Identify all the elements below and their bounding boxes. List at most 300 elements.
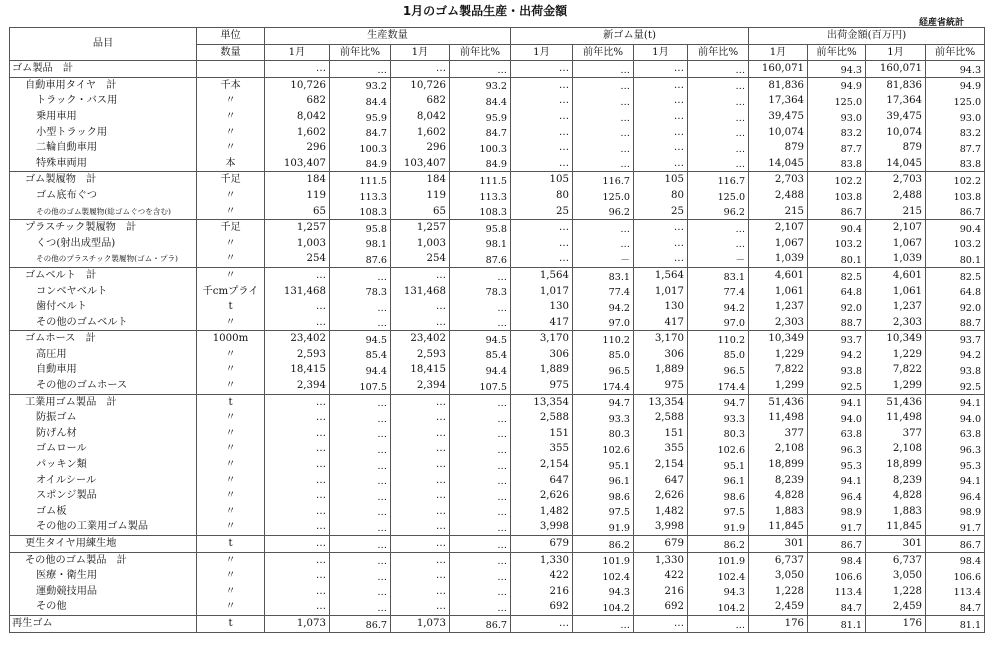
yoy-percent-cell: 96.1 xyxy=(573,473,634,489)
yoy-percent-cell: 94.4 xyxy=(450,362,511,378)
row-item-name: 自動車用 xyxy=(10,362,197,378)
row-unit: 〃 xyxy=(197,251,265,267)
yoy-percent-cell: 80.1 xyxy=(926,251,985,267)
value-cell: 2,107 xyxy=(866,220,926,236)
value-cell: 647 xyxy=(634,473,688,489)
yoy-percent-cell: … xyxy=(330,519,391,535)
value-cell: 2,394 xyxy=(265,378,330,394)
yoy-percent-cell: 116.7 xyxy=(688,172,749,188)
yoy-percent-cell: 86.2 xyxy=(688,536,749,553)
value-cell: 14,045 xyxy=(749,156,808,172)
yoy-percent-cell: … xyxy=(330,599,391,615)
yoy-percent-cell: 91.7 xyxy=(808,519,866,535)
table-row xyxy=(10,536,985,553)
yoy-percent-cell: 110.2 xyxy=(573,331,634,347)
value-cell: 2,626 xyxy=(634,488,688,504)
yoy-percent-cell: 81.1 xyxy=(808,615,866,632)
table-row xyxy=(10,473,985,489)
value-cell: … xyxy=(391,457,450,473)
row-item-name: その他のプラスチック製履物(ゴム・プラ) xyxy=(10,251,197,267)
value-cell: … xyxy=(265,584,330,600)
value-cell: … xyxy=(265,473,330,489)
yoy-percent-cell: … xyxy=(573,615,634,632)
value-cell: 1,889 xyxy=(511,362,573,378)
value-cell: 2,626 xyxy=(511,488,573,504)
header-month: 1月 xyxy=(391,44,450,61)
value-cell: 692 xyxy=(634,599,688,615)
yoy-percent-cell: … xyxy=(688,140,749,156)
row-item-name: その他のゴム製履物(総ゴムぐつを含む) xyxy=(10,204,197,220)
row-unit: 本 xyxy=(197,156,265,172)
yoy-percent-cell: 88.7 xyxy=(808,315,866,331)
yoy-percent-cell: 92.0 xyxy=(926,299,985,315)
row-unit: t xyxy=(197,394,265,410)
value-cell: … xyxy=(511,220,573,236)
yoy-percent-cell: … xyxy=(450,568,511,584)
yoy-percent-cell: … xyxy=(330,267,391,283)
header-yoy: 前年比% xyxy=(330,44,391,61)
yoy-percent-cell: 108.3 xyxy=(450,204,511,220)
yoy-percent-cell: 94.1 xyxy=(926,473,985,489)
yoy-percent-cell: 125.0 xyxy=(573,188,634,204)
value-cell: 18,899 xyxy=(749,457,808,473)
yoy-percent-cell: 97.0 xyxy=(688,315,749,331)
yoy-percent-cell: 106.6 xyxy=(808,568,866,584)
yoy-percent-cell: … xyxy=(573,125,634,141)
yoy-percent-cell: … xyxy=(573,220,634,236)
table-row xyxy=(10,615,985,632)
row-item-name: 運動競技用品 xyxy=(10,584,197,600)
value-cell: 692 xyxy=(511,599,573,615)
value-cell: 6,737 xyxy=(749,552,808,568)
value-cell: … xyxy=(391,410,450,426)
value-cell: … xyxy=(391,299,450,315)
value-cell: 11,498 xyxy=(749,410,808,426)
value-cell: 1,229 xyxy=(749,347,808,363)
yoy-percent-cell: 96.2 xyxy=(688,204,749,220)
row-unit: 〃 xyxy=(197,441,265,457)
value-cell: 3,998 xyxy=(511,519,573,535)
yoy-percent-cell: 108.3 xyxy=(330,204,391,220)
yoy-percent-cell: 95.1 xyxy=(573,457,634,473)
row-unit: 千本 xyxy=(197,77,265,93)
value-cell: 105 xyxy=(511,172,573,188)
yoy-percent-cell: 93.7 xyxy=(808,331,866,347)
yoy-percent-cell: … xyxy=(330,504,391,520)
header-rubber-use: 新ゴム量(t) xyxy=(511,28,749,45)
value-cell: 17,364 xyxy=(749,93,808,109)
value-cell: … xyxy=(391,568,450,584)
yoy-percent-cell: 84.7 xyxy=(808,599,866,615)
value-cell: 1,073 xyxy=(391,615,450,632)
yoy-percent-cell: 116.7 xyxy=(573,172,634,188)
yoy-percent-cell: 97.0 xyxy=(573,315,634,331)
yoy-percent-cell: … xyxy=(573,93,634,109)
yoy-percent-cell: … xyxy=(450,599,511,615)
value-cell: 103,407 xyxy=(391,156,450,172)
yoy-percent-cell: 94.5 xyxy=(330,331,391,347)
yoy-percent-cell: 81.1 xyxy=(926,615,985,632)
value-cell: … xyxy=(265,299,330,315)
yoy-percent-cell: … xyxy=(450,473,511,489)
yoy-percent-cell: 92.5 xyxy=(926,378,985,394)
value-cell: … xyxy=(265,61,330,78)
yoy-percent-cell: … xyxy=(450,552,511,568)
yoy-percent-cell: 96.1 xyxy=(688,473,749,489)
value-cell: 2,593 xyxy=(391,347,450,363)
yoy-percent-cell: 84.7 xyxy=(330,125,391,141)
row-item-name: ゴム板 xyxy=(10,504,197,520)
yoy-percent-cell: 83.1 xyxy=(688,267,749,283)
value-cell: 4,828 xyxy=(866,488,926,504)
yoy-percent-cell: 64.8 xyxy=(808,284,866,300)
row-unit: 〃 xyxy=(197,552,265,568)
yoy-percent-cell: 97.5 xyxy=(573,504,634,520)
yoy-percent-cell: 94.1 xyxy=(808,473,866,489)
yoy-percent-cell: 102.4 xyxy=(573,568,634,584)
header-shipment: 出荷金額(百万円) xyxy=(749,28,985,45)
yoy-percent-cell: 94.7 xyxy=(688,394,749,410)
row-unit: 〃 xyxy=(197,236,265,252)
yoy-percent-cell: … xyxy=(573,140,634,156)
row-unit: 〃 xyxy=(197,426,265,442)
yoy-percent-cell: 94.3 xyxy=(926,61,985,78)
yoy-percent-cell: 98.6 xyxy=(573,488,634,504)
value-cell: 18,415 xyxy=(391,362,450,378)
yoy-percent-cell: 95.3 xyxy=(926,457,985,473)
yoy-percent-cell: 174.4 xyxy=(573,378,634,394)
value-cell: 647 xyxy=(511,473,573,489)
yoy-percent-cell: 96.4 xyxy=(926,488,985,504)
value-cell: 8,042 xyxy=(265,109,330,125)
value-cell: 1,889 xyxy=(634,362,688,378)
row-item-name: 特殊車両用 xyxy=(10,156,197,172)
value-cell: 2,154 xyxy=(511,457,573,473)
value-cell: 10,726 xyxy=(265,77,330,93)
yoy-percent-cell: 104.2 xyxy=(573,599,634,615)
table-row xyxy=(10,378,985,394)
yoy-percent-cell: 93.0 xyxy=(926,109,985,125)
value-cell: 1,883 xyxy=(866,504,926,520)
table-row xyxy=(10,394,985,410)
yoy-percent-cell: 101.9 xyxy=(573,552,634,568)
yoy-percent-cell: … xyxy=(688,220,749,236)
yoy-percent-cell: 86.7 xyxy=(450,615,511,632)
yoy-percent-cell: 85.4 xyxy=(330,347,391,363)
yoy-percent-cell: 64.8 xyxy=(926,284,985,300)
yoy-percent-cell: … xyxy=(450,61,511,78)
yoy-percent-cell: 63.8 xyxy=(808,426,866,442)
row-item-name: その他の工業用ゴム製品 xyxy=(10,519,197,535)
value-cell: 51,436 xyxy=(866,394,926,410)
yoy-percent-cell: 86.7 xyxy=(808,204,866,220)
yoy-percent-cell: … xyxy=(330,536,391,553)
value-cell: 176 xyxy=(749,615,808,632)
value-cell: … xyxy=(265,426,330,442)
row-item-name: ゴムベルト 計 xyxy=(10,267,197,283)
value-cell: 10,349 xyxy=(866,331,926,347)
yoy-percent-cell: 94.2 xyxy=(573,299,634,315)
yoy-percent-cell: 96.5 xyxy=(573,362,634,378)
yoy-percent-cell: 96.2 xyxy=(573,204,634,220)
header-production: 生産数量 xyxy=(265,28,511,45)
value-cell: 7,822 xyxy=(866,362,926,378)
yoy-percent-cell: … xyxy=(573,61,634,78)
value-cell: … xyxy=(511,251,573,267)
value-cell: 2,459 xyxy=(749,599,808,615)
value-cell: 7,822 xyxy=(749,362,808,378)
value-cell: … xyxy=(391,426,450,442)
row-unit: 〃 xyxy=(197,410,265,426)
value-cell: … xyxy=(391,599,450,615)
yoy-percent-cell: 102.4 xyxy=(688,568,749,584)
yoy-percent-cell: 86.2 xyxy=(573,536,634,553)
yoy-percent-cell: 92.0 xyxy=(808,299,866,315)
yoy-percent-cell: … xyxy=(330,410,391,426)
value-cell: 2,303 xyxy=(866,315,926,331)
value-cell: 1,482 xyxy=(634,504,688,520)
value-cell: 2,703 xyxy=(749,172,808,188)
header-yoy: 前年比% xyxy=(688,44,749,61)
value-cell: 216 xyxy=(634,584,688,600)
row-unit: 〃 xyxy=(197,204,265,220)
table-row xyxy=(10,519,985,535)
value-cell: 176 xyxy=(866,615,926,632)
value-cell: 3,170 xyxy=(511,331,573,347)
yoy-percent-cell: 80.3 xyxy=(688,426,749,442)
value-cell: 1,257 xyxy=(265,220,330,236)
yoy-percent-cell: 107.5 xyxy=(330,378,391,394)
value-cell: 1,073 xyxy=(265,615,330,632)
value-cell: 296 xyxy=(265,140,330,156)
row-unit: 〃 xyxy=(197,378,265,394)
yoy-percent-cell: … xyxy=(330,473,391,489)
value-cell: 2,303 xyxy=(749,315,808,331)
yoy-percent-cell: … xyxy=(450,394,511,410)
yoy-percent-cell: 103.2 xyxy=(926,236,985,252)
yoy-percent-cell: 100.3 xyxy=(450,140,511,156)
value-cell: 2,459 xyxy=(866,599,926,615)
value-cell: 14,045 xyxy=(866,156,926,172)
value-cell: 160,071 xyxy=(749,61,808,78)
table-row xyxy=(10,331,985,347)
value-cell: … xyxy=(265,599,330,615)
row-unit: 〃 xyxy=(197,519,265,535)
rubber-products-table xyxy=(9,27,985,633)
yoy-percent-cell: 102.2 xyxy=(926,172,985,188)
table-row xyxy=(10,568,985,584)
value-cell: 215 xyxy=(866,204,926,220)
yoy-percent-cell: 85.0 xyxy=(573,347,634,363)
value-cell: 879 xyxy=(866,140,926,156)
row-unit: 〃 xyxy=(197,315,265,331)
yoy-percent-cell: 93.2 xyxy=(330,77,391,93)
value-cell: 306 xyxy=(634,347,688,363)
value-cell: 422 xyxy=(511,568,573,584)
table-row xyxy=(10,410,985,426)
value-cell: 184 xyxy=(265,172,330,188)
yoy-percent-cell: 94.0 xyxy=(926,410,985,426)
value-cell: 2,488 xyxy=(866,188,926,204)
value-cell: 39,475 xyxy=(866,109,926,125)
yoy-percent-cell: 83.2 xyxy=(808,125,866,141)
yoy-percent-cell: 97.5 xyxy=(688,504,749,520)
header-item: 品目 xyxy=(10,28,197,61)
value-cell: … xyxy=(511,615,573,632)
yoy-percent-cell: 86.7 xyxy=(808,536,866,553)
value-cell: 18,415 xyxy=(265,362,330,378)
yoy-percent-cell: 98.6 xyxy=(688,488,749,504)
yoy-percent-cell: 94.2 xyxy=(808,347,866,363)
yoy-percent-cell: 78.3 xyxy=(330,284,391,300)
yoy-percent-cell: … xyxy=(330,552,391,568)
value-cell: 215 xyxy=(749,204,808,220)
yoy-percent-cell: … xyxy=(688,61,749,78)
value-cell: … xyxy=(511,93,573,109)
value-cell: … xyxy=(634,156,688,172)
value-cell: 10,074 xyxy=(866,125,926,141)
header-month: 1月 xyxy=(749,44,808,61)
value-cell: 1,003 xyxy=(391,236,450,252)
value-cell: 80 xyxy=(511,188,573,204)
table-row xyxy=(10,599,985,615)
row-unit: 〃 xyxy=(197,504,265,520)
value-cell: 422 xyxy=(634,568,688,584)
value-cell: 6,737 xyxy=(866,552,926,568)
yoy-percent-cell: 100.3 xyxy=(330,140,391,156)
table-row xyxy=(10,251,985,267)
table-row xyxy=(10,156,985,172)
value-cell: … xyxy=(391,519,450,535)
value-cell: 2,108 xyxy=(866,441,926,457)
value-cell: 130 xyxy=(511,299,573,315)
table-row xyxy=(10,362,985,378)
value-cell: 25 xyxy=(511,204,573,220)
row-item-name: 小型トラック用 xyxy=(10,125,197,141)
value-cell: 1,039 xyxy=(749,251,808,267)
yoy-percent-cell: … xyxy=(573,156,634,172)
table-row xyxy=(10,584,985,600)
yoy-percent-cell: 113.3 xyxy=(450,188,511,204)
value-cell: 10,726 xyxy=(391,77,450,93)
table-row xyxy=(10,220,985,236)
yoy-percent-cell: 94.0 xyxy=(808,410,866,426)
header-month: 1月 xyxy=(265,44,330,61)
value-cell: 65 xyxy=(265,204,330,220)
value-cell: 25 xyxy=(634,204,688,220)
value-cell: 131,468 xyxy=(391,284,450,300)
value-cell: … xyxy=(265,536,330,553)
yoy-percent-cell: 111.5 xyxy=(450,172,511,188)
value-cell: 1,330 xyxy=(634,552,688,568)
value-cell: … xyxy=(265,568,330,584)
value-cell: 119 xyxy=(265,188,330,204)
yoy-percent-cell: 63.8 xyxy=(926,426,985,442)
yoy-percent-cell: 93.8 xyxy=(808,362,866,378)
value-cell: 1,237 xyxy=(866,299,926,315)
yoy-percent-cell: 84.4 xyxy=(330,93,391,109)
value-cell: … xyxy=(634,615,688,632)
value-cell: 417 xyxy=(634,315,688,331)
value-cell: … xyxy=(391,552,450,568)
value-cell: 1,228 xyxy=(866,584,926,600)
yoy-percent-cell: － xyxy=(688,251,749,267)
value-cell: … xyxy=(391,504,450,520)
table-row xyxy=(10,109,985,125)
value-cell: 130 xyxy=(634,299,688,315)
value-cell: 13,354 xyxy=(634,394,688,410)
yoy-percent-cell: … xyxy=(330,426,391,442)
table-row xyxy=(10,93,985,109)
table-row xyxy=(10,457,985,473)
row-item-name: ゴムホース 計 xyxy=(10,331,197,347)
yoy-percent-cell: 91.9 xyxy=(573,519,634,535)
yoy-percent-cell: … xyxy=(688,615,749,632)
value-cell: 1,602 xyxy=(391,125,450,141)
yoy-percent-cell: 113.4 xyxy=(926,584,985,600)
yoy-percent-cell: 104.2 xyxy=(688,599,749,615)
row-item-name: 防げん材 xyxy=(10,426,197,442)
yoy-percent-cell: … xyxy=(450,488,511,504)
yoy-percent-cell: … xyxy=(450,441,511,457)
value-cell: 11,498 xyxy=(866,410,926,426)
value-cell: 17,364 xyxy=(866,93,926,109)
row-item-name: パッキン類 xyxy=(10,457,197,473)
row-item-name: 乗用車用 xyxy=(10,109,197,125)
yoy-percent-cell: 84.4 xyxy=(450,93,511,109)
yoy-percent-cell: 95.9 xyxy=(330,109,391,125)
yoy-percent-cell: 84.7 xyxy=(450,125,511,141)
value-cell: … xyxy=(634,251,688,267)
header-month: 1月 xyxy=(866,44,926,61)
value-cell: 682 xyxy=(391,93,450,109)
row-unit: 〃 xyxy=(197,584,265,600)
value-cell: 4,828 xyxy=(749,488,808,504)
yoy-percent-cell: … xyxy=(450,426,511,442)
value-cell: 301 xyxy=(866,536,926,553)
value-cell: … xyxy=(265,552,330,568)
row-item-name: その他のゴムベルト xyxy=(10,315,197,331)
row-unit: 〃 xyxy=(197,93,265,109)
yoy-percent-cell: … xyxy=(450,457,511,473)
yoy-percent-cell: 90.4 xyxy=(808,220,866,236)
value-cell: 975 xyxy=(511,378,573,394)
table-row xyxy=(10,284,985,300)
table-row xyxy=(10,552,985,568)
yoy-percent-cell: 93.0 xyxy=(808,109,866,125)
table-row xyxy=(10,188,985,204)
row-unit: 〃 xyxy=(197,125,265,141)
header-month: 1月 xyxy=(511,44,573,61)
yoy-percent-cell: 103.8 xyxy=(808,188,866,204)
value-cell: 2,588 xyxy=(634,410,688,426)
table-body xyxy=(10,61,985,632)
row-item-name: スポンジ製品 xyxy=(10,488,197,504)
table-row xyxy=(10,140,985,156)
value-cell: … xyxy=(391,473,450,489)
value-cell: 10,074 xyxy=(749,125,808,141)
value-cell: … xyxy=(391,584,450,600)
row-item-name: ゴムロール xyxy=(10,441,197,457)
value-cell: 184 xyxy=(391,172,450,188)
yoy-percent-cell: 94.4 xyxy=(330,362,391,378)
yoy-percent-cell: 88.7 xyxy=(926,315,985,331)
value-cell: 8,239 xyxy=(866,473,926,489)
yoy-percent-cell: 87.6 xyxy=(330,251,391,267)
value-cell: 1,602 xyxy=(265,125,330,141)
value-cell: 306 xyxy=(511,347,573,363)
yoy-percent-cell: 125.0 xyxy=(688,188,749,204)
